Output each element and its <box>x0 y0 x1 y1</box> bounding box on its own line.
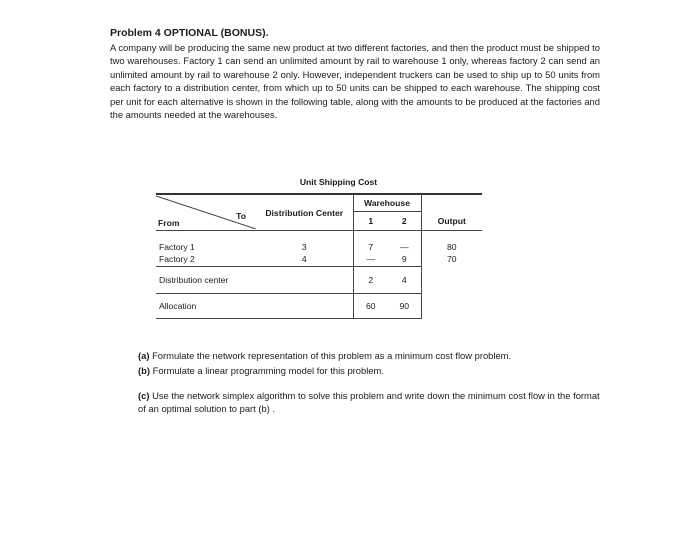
distribution-center-header: Distribution Center <box>256 194 353 231</box>
question-b-text: Formulate a linear programming model for this problem. <box>152 364 384 376</box>
factory-1-w1-cost: 7 <box>368 241 374 252</box>
question-b <box>138 365 600 378</box>
distribution-center-row-label: Distribution center <box>156 267 256 294</box>
factory-2-w1-cost: — <box>366 253 376 264</box>
factory-2-w2-cost: 9 <box>401 253 407 264</box>
problem-title: Problem 4 OPTIONAL (BONUS). <box>110 27 269 39</box>
warehouse-2-header: 2 <box>388 212 421 231</box>
factory-1-output: 80 <box>446 241 457 252</box>
question-a-letter: (a) <box>138 350 150 361</box>
corner-to-label: To <box>236 211 246 221</box>
table-title: Unit Shipping Cost <box>256 170 421 194</box>
question-c-letter: (c) <box>138 390 150 401</box>
factory-2-label: Factory 2 <box>159 253 195 264</box>
dc-w2-cost: 4 <box>388 267 421 294</box>
allocation-w2: 90 <box>388 294 421 319</box>
output-header: Output <box>421 212 482 231</box>
factory-1-w2-cost: — <box>399 241 409 252</box>
question-a <box>138 350 600 363</box>
problem-statement: A company will be producing the same new product at two different factories, and then the product must be shipped to two warehouses. Factory 1 can send an unlimited amount by rail to warehouse 1 only, whereas factory 2 can send an unlimited amount by rail to warehouse 2 only. However, independent truckers can be used to ship up to 50 units from each factory to a distribution center, from which up to 50 units can be shipped to each warehouse. The shipping cost per unit for each alternative is shown in the following table, along with the amounts to be produced at the factories and the amounts needed at the warehouses. <box>110 42 600 121</box>
question-c <box>138 390 600 415</box>
question-a-text: Formulate the network representation of this problem as a minimum cost flow problem. <box>152 350 512 361</box>
factory-2-dc-cost: 4 <box>301 253 307 264</box>
table-corner-cell <box>156 194 256 231</box>
warehouse-header: Warehouse <box>353 194 421 212</box>
factory-row-labels <box>156 239 256 267</box>
dc-w1-cost: 2 <box>353 267 388 294</box>
factory-1-dc-cost: 3 <box>301 241 307 252</box>
shipping-cost-table <box>156 170 482 319</box>
factory-1-label: Factory 1 <box>159 241 195 252</box>
factory-2-output: 70 <box>446 253 457 264</box>
corner-from-label: From <box>158 218 180 228</box>
question-c-text: Use the network simplex algorithm to solve this problem and write down the minimum cost flow in the format of an optimal solution to part (b) . <box>138 390 600 414</box>
allocation-row-label: Allocation <box>156 294 256 319</box>
allocation-w1: 60 <box>353 294 388 319</box>
warehouse-1-header: 1 <box>353 212 388 231</box>
question-list <box>138 350 600 415</box>
question-b-letter: (b) <box>138 364 150 376</box>
